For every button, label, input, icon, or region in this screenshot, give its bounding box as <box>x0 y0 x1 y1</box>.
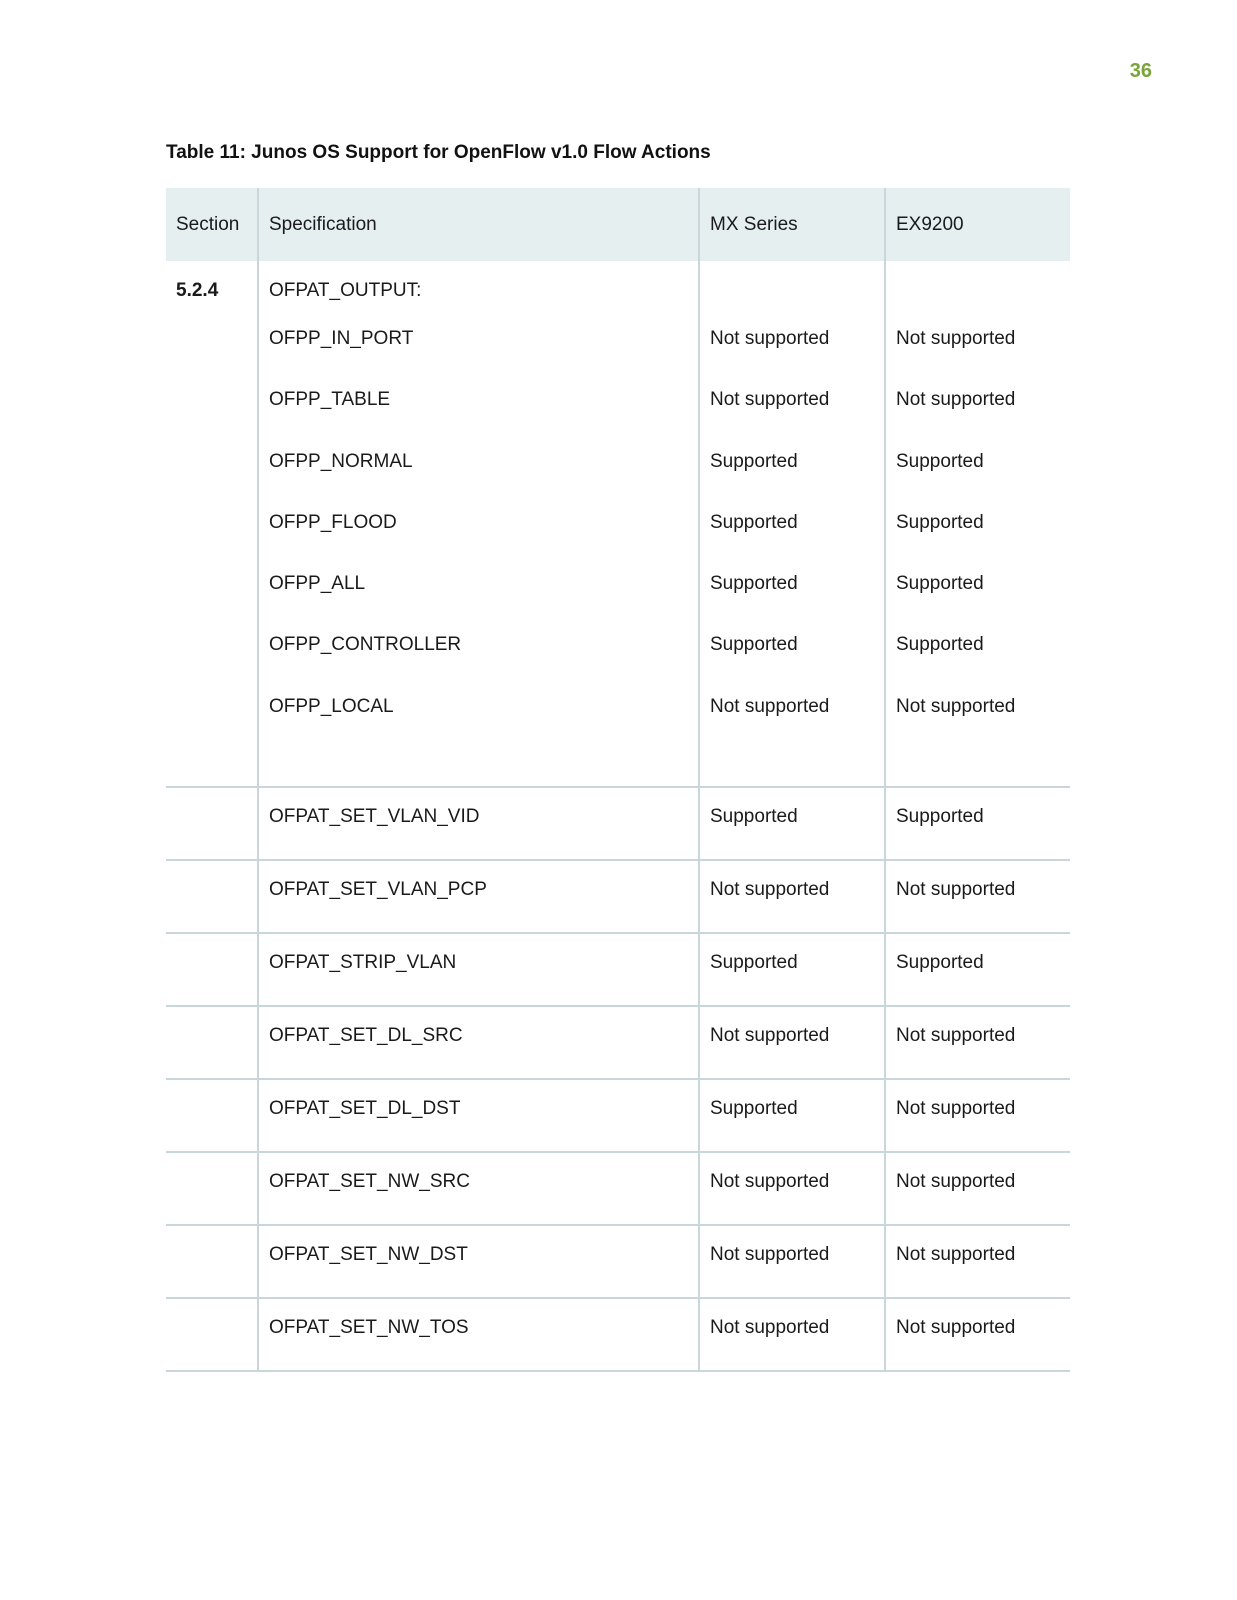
ex9200-cell: Not supported <box>885 1225 1070 1298</box>
table-row <box>166 1225 1070 1298</box>
output-spec-item: OFPP_CONTROLLER <box>269 634 462 656</box>
output-mx-cell <box>699 261 885 787</box>
table-row <box>166 1079 1070 1152</box>
table-body <box>166 261 1070 1371</box>
output-mx-spacer <box>710 279 874 327</box>
output-mx-item: Supported <box>710 450 798 472</box>
header-row <box>166 188 1070 261</box>
output-mx-item: Supported <box>710 511 798 533</box>
ex9200-cell: Supported <box>885 933 1070 1006</box>
spec-cell: OFPAT_SET_VLAN_PCP <box>258 860 699 933</box>
section-cell <box>166 1079 258 1152</box>
section-cell <box>166 860 258 933</box>
section-cell <box>166 1298 258 1371</box>
table-row <box>166 787 1070 860</box>
table-row <box>166 860 1070 933</box>
output-mx-item: Supported <box>710 634 798 656</box>
output-spec-item: OFPP_LOCAL <box>269 695 394 717</box>
section-cell <box>166 787 258 860</box>
output-ex-item: Not supported <box>896 328 1016 349</box>
table-header <box>166 188 1070 261</box>
output-spec-item: OFPP_IN_PORT <box>269 328 414 349</box>
output-section-cell <box>166 261 258 787</box>
mx-series-cell: Not supported <box>699 1225 885 1298</box>
table-row <box>166 933 1070 1006</box>
spec-cell: OFPAT_SET_NW_SRC <box>258 1152 699 1225</box>
table-row-output <box>166 261 1070 787</box>
table-caption: Table 11: Junos OS Support for OpenFlow v1.0 Flow Actions <box>166 142 711 163</box>
mx-series-cell: Not supported <box>699 1006 885 1079</box>
mx-series-cell: Supported <box>699 787 885 860</box>
output-mx-item: Not supported <box>710 389 830 411</box>
output-spec-item: OFPP_TABLE <box>269 389 391 411</box>
output-mx-item: Not supported <box>710 695 830 717</box>
output-mx-item: Supported <box>710 573 798 595</box>
output-title: OFPAT_OUTPUT: <box>269 280 422 301</box>
output-spec-item: OFPP_ALL <box>269 573 366 595</box>
section-cell <box>166 1225 258 1298</box>
spec-cell: OFPAT_STRIP_VLAN <box>258 933 699 1006</box>
output-ex-item: Not supported <box>896 695 1016 717</box>
ex9200-cell: Not supported <box>885 1298 1070 1371</box>
mx-series-cell: Not supported <box>699 1152 885 1225</box>
section-cell <box>166 933 258 1006</box>
output-mx-item: Not supported <box>710 328 830 349</box>
output-ex-spacer <box>896 279 1060 327</box>
spec-cell: OFPAT_SET_NW_DST <box>258 1225 699 1298</box>
ex9200-cell: Supported <box>885 787 1070 860</box>
mx-series-cell: Supported <box>699 1079 885 1152</box>
header-specification: Specification <box>258 188 699 261</box>
ex9200-cell: Not supported <box>885 1152 1070 1225</box>
spec-cell: OFPAT_SET_DL_DST <box>258 1079 699 1152</box>
mx-series-cell: Supported <box>699 933 885 1006</box>
ex9200-cell: Not supported <box>885 1006 1070 1079</box>
table-row <box>166 1152 1070 1225</box>
output-ex-item: Not supported <box>896 389 1016 411</box>
spec-cell: OFPAT_SET_VLAN_VID <box>258 787 699 860</box>
output-spec-list <box>269 327 688 756</box>
header-mx-series: MX Series <box>699 188 885 261</box>
header-section: Section <box>166 188 258 261</box>
table-row <box>166 1298 1070 1371</box>
output-ex-cell <box>885 261 1070 787</box>
section-cell <box>166 1006 258 1079</box>
table-row <box>166 1006 1070 1079</box>
page-number: 36 <box>1129 60 1152 82</box>
header-ex9200: EX9200 <box>885 188 1070 261</box>
output-spec-item: OFPP_FLOOD <box>269 511 397 533</box>
output-mx-list <box>710 327 874 756</box>
spec-cell: OFPAT_SET_NW_TOS <box>258 1298 699 1371</box>
output-ex-item: Supported <box>896 511 984 533</box>
output-ex-item: Supported <box>896 450 984 472</box>
ex9200-cell: Not supported <box>885 860 1070 933</box>
mx-series-cell: Not supported <box>699 860 885 933</box>
mx-series-cell: Not supported <box>699 1298 885 1371</box>
output-spec-item: OFPP_NORMAL <box>269 450 413 472</box>
section-number: 5.2.4 <box>176 280 219 301</box>
section-cell <box>166 1152 258 1225</box>
output-ex-list <box>896 327 1060 756</box>
spec-cell: OFPAT_SET_DL_SRC <box>258 1006 699 1079</box>
ex9200-cell: Not supported <box>885 1079 1070 1152</box>
flow-actions-table <box>166 188 1070 1372</box>
output-spec-cell <box>258 261 699 787</box>
output-ex-item: Supported <box>896 573 984 595</box>
output-ex-item: Supported <box>896 634 984 656</box>
